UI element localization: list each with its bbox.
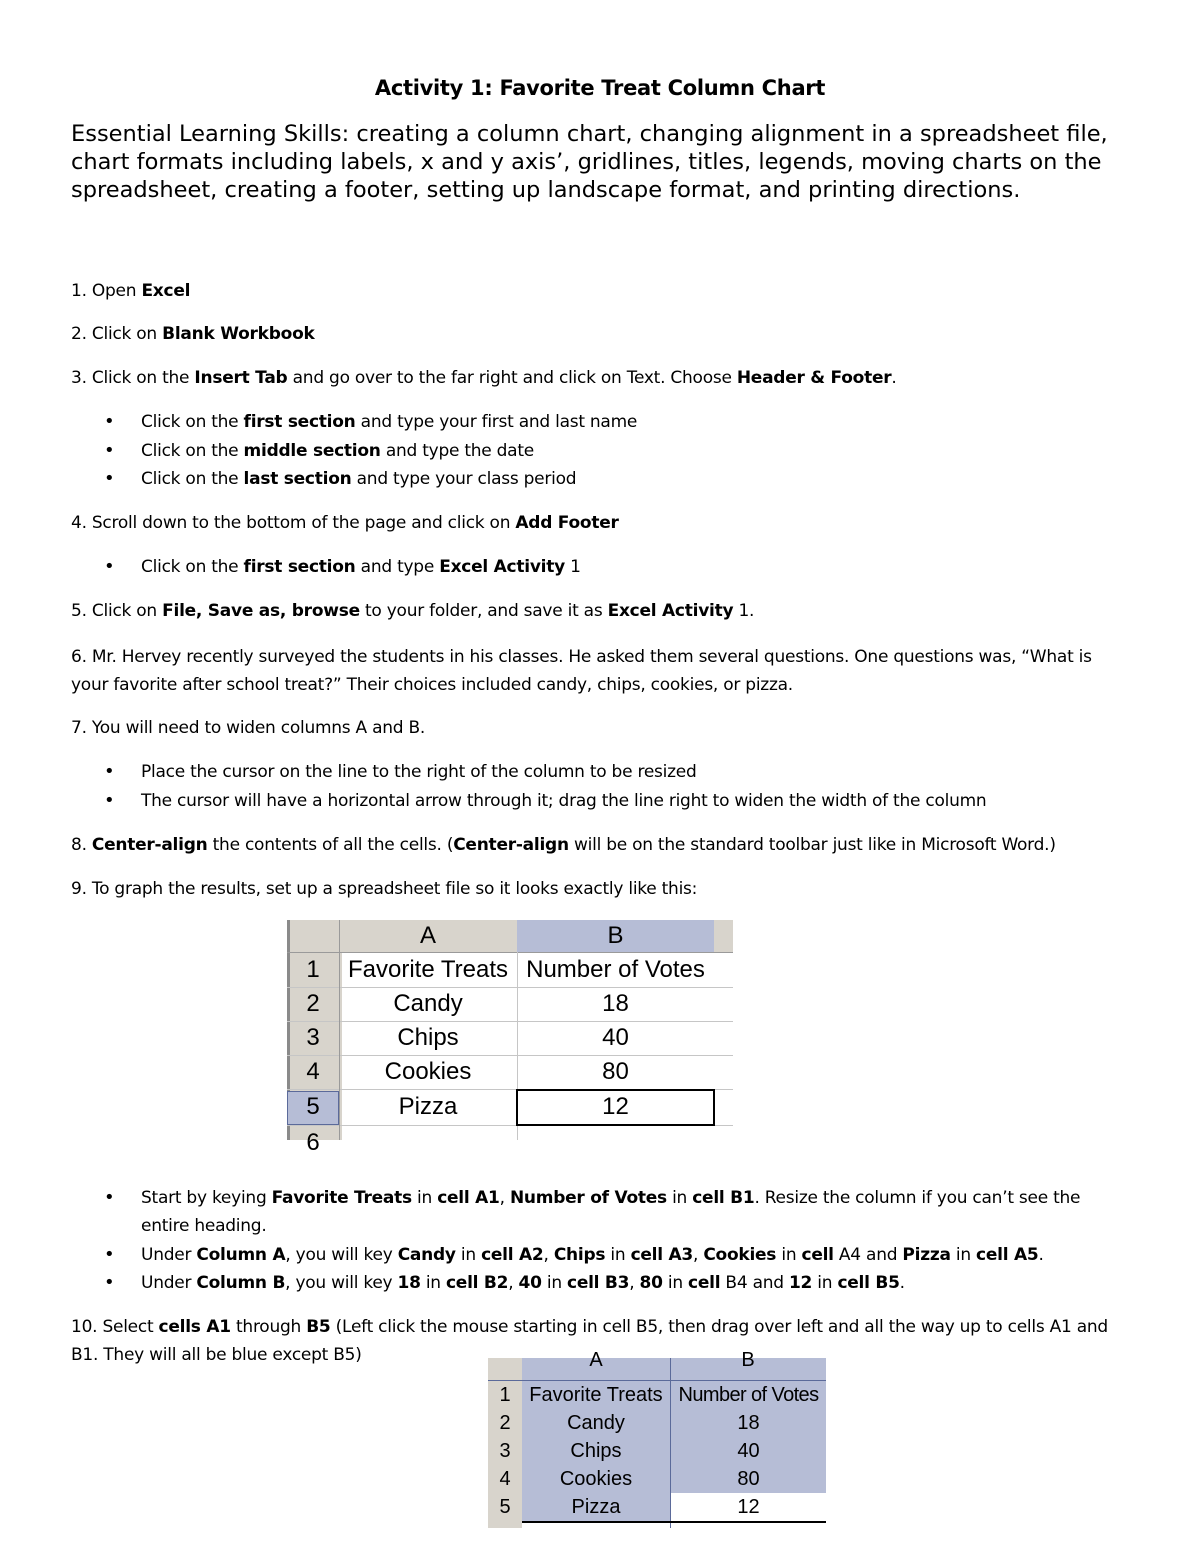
row-number: 4	[306, 1058, 320, 1085]
column-label-b: B	[607, 922, 624, 949]
row-number: 1	[499, 1384, 511, 1406]
cell-a3: Chips	[570, 1440, 622, 1462]
spreadsheet-figure-2	[488, 1349, 828, 1528]
step-6: 6. Mr. Hervey recently surveyed the students in his classes. He asked them several questions. One questions was, “What is your favorite after school treat?” Their choices included candy, chips, cookies, or pizza.	[71, 647, 1092, 695]
step-4: 4. Scroll down to the bottom of the page and click on Add Footer	[71, 513, 619, 533]
row-number-partial: 6	[306, 1129, 320, 1156]
list-item: • Place the cursor on the line to the right of the column to be resized	[104, 758, 986, 787]
step-2: 2. Click on Blank Workbook	[71, 324, 315, 344]
cell-b1: Number of Votes	[678, 1384, 819, 1406]
page-title: Activity 1: Favorite Treat Column Chart	[374, 76, 826, 100]
cell-b3: 40	[737, 1440, 760, 1462]
list-item: • Start by keying Favorite Treats in cell A1, Number of Votes in cell B1. Resize the column if you can’t see the entire heading.	[104, 1184, 1101, 1241]
row-number: 3	[306, 1024, 320, 1051]
step-7-bullets	[104, 758, 986, 815]
column-label-a: A	[589, 1349, 603, 1371]
cell-a5: Pizza	[398, 1093, 458, 1120]
essential-learning-skills: Essential Learning Skills: creating a column chart, changing alignment in a spreadsheet file, chart formats including labels, x and y axis’, gridlines, titles, legends, moving charts on the spreadsheet, creating a footer, setting up landscape format, and printing directions.	[71, 121, 1108, 203]
cell-b3: 40	[602, 1024, 629, 1051]
row-number: 4	[499, 1468, 511, 1490]
step-7: 7. You will need to widen columns A and B.	[71, 718, 426, 738]
list-item: • The cursor will have a horizontal arrow through it; drag the line right to widen the width of the column	[104, 787, 986, 816]
step-3: 3. Click on the Insert Tab and go over to the far right and click on Text. Choose Header & Footer.	[71, 368, 897, 388]
list-item: • Click on the first section and type your first and last name	[104, 408, 637, 437]
cell-b5: 12	[737, 1496, 760, 1518]
step-10: 10. Select cells A1 through B5 (Left click the mouse starting in cell B5, then drag over left and all the way up to cells A1 and B1. They will all be blue except B5)	[71, 1317, 1108, 1365]
cell-a1: Favorite Treats	[347, 956, 509, 983]
cell-a2: Candy	[393, 990, 463, 1017]
cell-a1: Favorite Treats	[529, 1384, 663, 1406]
cell-a4: Cookies	[559, 1468, 633, 1490]
step-9: 9. To graph the results, set up a spreadsheet file so it looks exactly like this:	[71, 879, 698, 899]
cell-a4: Cookies	[384, 1058, 472, 1085]
cell-a5: Pizza	[571, 1496, 621, 1518]
list-item: • Click on the middle section and type the date	[104, 437, 637, 466]
column-header-c	[714, 920, 733, 952]
step-8: 8. Center-align the contents of all the cells. (Center-align will be on the standard toolbar just like in Microsoft Word.)	[71, 835, 1056, 855]
column-label-a: A	[419, 922, 436, 949]
cell-a3: Chips	[397, 1024, 459, 1051]
active-cell-outline	[516, 1089, 715, 1126]
step-3-bullets	[104, 408, 637, 494]
list-item: • Under Column B, you will key 18 in cell B2, 40 in cell B3, 80 in cell B4 and 12 in cell B5.	[104, 1269, 1101, 1297]
row-number: 5	[499, 1496, 511, 1518]
cell-b4: 80	[602, 1058, 629, 1085]
row-number: 3	[499, 1440, 511, 1462]
row-number: 2	[499, 1412, 511, 1434]
cell-b2: 18	[602, 990, 629, 1017]
selection-bottom-border	[522, 1521, 826, 1523]
spreadsheet-figure-1	[283, 920, 733, 1156]
step-4-bullets	[104, 553, 581, 582]
step-5: 5. Click on File, Save as, browse to your folder, and save it as Excel Activity 1.	[71, 601, 755, 621]
column-header-row	[522, 1349, 826, 1380]
cell-b1: Number of Votes	[526, 956, 705, 983]
column-label-b: B	[741, 1349, 755, 1371]
cell-b4: 80	[737, 1468, 760, 1490]
row-number: 2	[306, 990, 320, 1017]
cell-b5: 12	[602, 1093, 629, 1120]
cell-a2: Candy	[567, 1412, 625, 1434]
list-item: • Under Column A, you will key Candy in cell A2, Chips in cell A3, Cookies in cell A4 and Pizza in cell A5.	[104, 1241, 1101, 1269]
list-item: • Click on the last section and type your class period	[104, 465, 637, 494]
step-9-bullets	[104, 1184, 1101, 1297]
row-number: 5	[306, 1093, 320, 1120]
row-number: 1	[306, 956, 320, 983]
corner-header	[488, 1358, 522, 1380]
list-item: • Click on the first section and type Excel Activity 1	[104, 553, 581, 582]
step-1: 1. Open Excel	[71, 281, 191, 301]
cell-b2: 18	[737, 1412, 760, 1434]
